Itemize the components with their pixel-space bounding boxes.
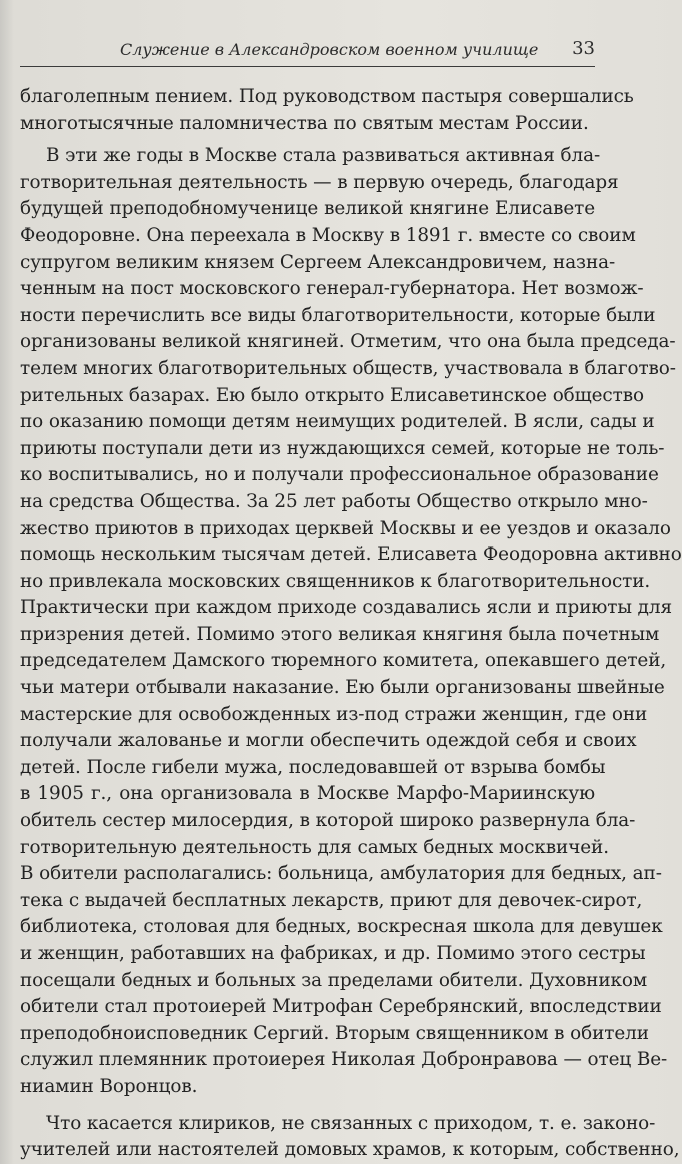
- text-line: помощь нескольким тысячам детей. Елисавета Феодоровна активно: [20, 544, 682, 566]
- text-line: В эти же годы в Москве стала развиваться активная бла-: [46, 145, 601, 167]
- text-line: готворительную деятельность для самых бедных москвичей.: [20, 836, 609, 858]
- text-line: детей. После гибели мужа, последовавшей от взрыва бомбы: [20, 756, 606, 778]
- text-line: организованы великой княгиней. Отметим, что она была председа-: [20, 331, 676, 353]
- text-line: супругом великим князем Сергеем Александровичем, назна-: [20, 251, 616, 273]
- text-line: ченным на пост московского генерал-губернатора. Нет возмож-: [20, 278, 644, 300]
- paragraph: [20, 1111, 680, 1164]
- page-header: [20, 36, 595, 67]
- text-line: библиотека, столовая для бедных, воскресная школа для девушек: [20, 916, 663, 938]
- running-title: Служение в Александровском военном училище: [120, 40, 539, 59]
- text-line: председателем Дамского тюремного комитета, опекавшего детей,: [20, 650, 667, 672]
- paragraph: [20, 84, 634, 137]
- paragraph-gap: [20, 1101, 595, 1111]
- text-line: призрения детей. Помимо этого великая княгиня была почетным: [20, 623, 660, 645]
- paragraph: [20, 143, 682, 1100]
- text-line: благолепным пением. Под руководством пастыря совершались: [20, 86, 634, 107]
- text-line: готворительная деятельность — в первую очередь, благодаря: [20, 171, 619, 193]
- text-line: учителей или настоятелей домовых храмов, к которым, собственно,: [20, 1139, 680, 1161]
- text-line: ниамин Воронцов.: [20, 1075, 198, 1097]
- text-line: приюты поступали дети из нуждающихся семей, которые не толь-: [20, 437, 665, 459]
- text-line: Что касается клириков, не связанных с приходом, т. е. законо-: [46, 1112, 656, 1134]
- text-line: посещали бедных и больных за пределами обители. Духовником: [20, 969, 648, 991]
- page-number: 33: [572, 38, 595, 59]
- text-line: телем многих благотворительных обществ, участвовала в благотво-: [20, 357, 676, 379]
- text-line: Феодоровне. Она переехала в Москву в 1891 г. вместе со своим: [20, 224, 636, 246]
- text-line: будущей преподобномученице великой княгине Елисавете: [20, 198, 595, 220]
- text-line: тека с выдачей бесплатных лекарств, приют для девочек-сирот,: [20, 889, 643, 911]
- text-line: ко воспитывались, но и получали профессиональное образование: [20, 464, 659, 486]
- text-line: в 1905 г., она организовала в Москве Марфо-Мариинскую: [20, 783, 595, 805]
- text-line: на средства Общества. За 25 лет работы Общество открыло мно-: [20, 490, 648, 512]
- text-line: многотысячные паломничества по святым местам России.: [20, 112, 589, 134]
- text-line: чьи матери отбывали наказание. Ею были организованы швейные: [20, 677, 665, 699]
- text-line: получали жалованье и могли обеспечить одеждой себя и своих: [20, 730, 637, 752]
- text-line: по оказанию помощи детям неимущих родителей. В ясли, сады и: [20, 411, 655, 433]
- text-line: служил племянник протоиерея Николая Добронравова — отец Ве-: [20, 1049, 668, 1071]
- text-line: мастерские для освобожденных из-под стражи женщин, где они: [20, 703, 648, 725]
- text-line: Практически при каждом приходе создавались ясли и приюты для: [20, 597, 672, 619]
- text-line: и женщин, работавших на фабриках, и др. Помимо этого сестры: [20, 943, 646, 964]
- text-line: преподобноисповедник Сергий. Вторым священником в обители: [20, 1022, 649, 1044]
- text-line: обитель сестер милосердия, в которой широко развернула бла-: [20, 810, 636, 832]
- text-line: обители стал протоиерей Митрофан Серебрянский, впоследствии: [20, 996, 662, 1018]
- text-line: В обители располагались: больница, амбулатория для бедных, ап-: [20, 863, 662, 885]
- text-line: ности перечислить все виды благотворительности, которые были: [20, 304, 656, 326]
- text-line: жество приютов в приходах церквей Москвы и ее уездов и оказало: [20, 517, 671, 539]
- text-line: но привлекала московских священников к благотворительности.: [20, 570, 651, 592]
- text-line: рительных базарах. Ею было открыто Елисаветинское общество: [20, 384, 644, 406]
- body-text: [20, 84, 682, 1164]
